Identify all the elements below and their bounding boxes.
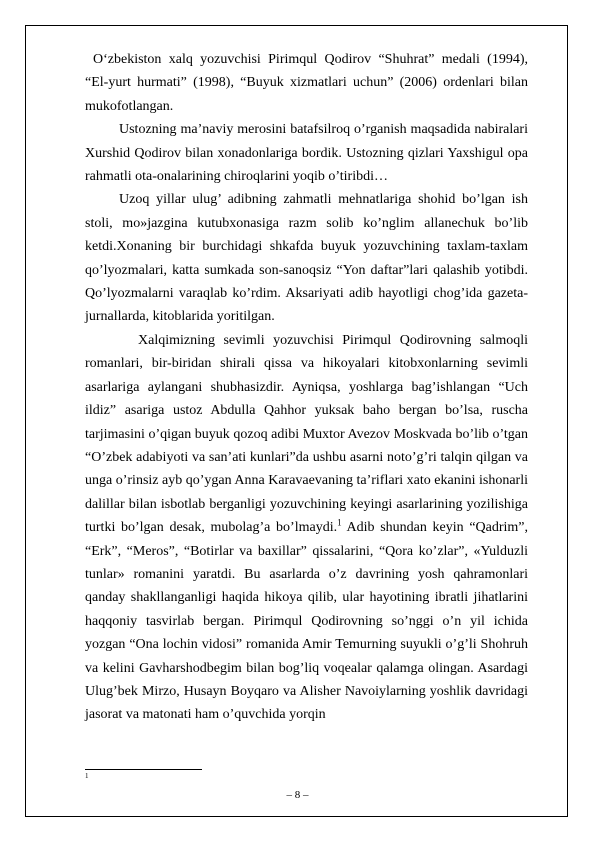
paragraph-novels [85,329,528,727]
footnote-separator [85,769,202,770]
page-number: – 8 – [286,789,309,801]
paragraph-study-room: Uzoq yillar ulug’ adibning zahmatli mehnatlariga shohid bo’lgan ish stoli, mo»jazgina kutubxonasiga razm solib ko’nglim allanechuk bo’lib ketdi.Xonaning bir burchidagi shkafda buyuk yozuvchining taxlam-taxlam qo’lyozmalari, katta sumkada son-sanoqsiz “Yon daftar”lari qalashib yotibdi. Qo’lyozmalarni varaqlab ko’rdim. Aksariyati adib hayotligi chog’ida gazeta-jurnallarda, kitoblarida yoritilgan. [85,192,528,325]
paragraph-awards: O‘zbekiston xalq yozuvchisi Pirimqul Qodirov “Shuhrat” medali (1994), “El-yurt hurmati” (1998), “Buyuk xizmatlari uchun” (2006) ordenlari bilan mukofotlangan. [85,52,528,114]
paragraph-visit: Ustozning ma’naviy merosini batafsilroq o’rganish maqsadida nabiralari Xurshid Qodirov bilan xonadonlariga bordik. Ustozning qizlari Yaxshigul opa rahmatli ota-onalarining chiroqlarini yoqib o’tiribdi… [85,122,528,185]
paragraph-novels-text-before: Xalqimizning sevimli yozuvchisi Pirimqul Qodirovning salmoqli romanlari, bir-biridan shirali qissa va hikoyalari kitobxonlarning sevimli asarlariga aylangani shubhasizdir. Ayniqsa, yoshlarga bag’ishlangan “Uch ildiz” asariga ustoz Abdulla Qahhor yuksak baho bergan bo’lsa, ruscha tarjimasini o’qigan buyuk qozoq adibi Muxtor Avezov Moskvada bo’lib o’tgan “O’zbek adabiyoti va san’ati kunlari”da ushbu asarni noto’g’ri talqin qilgan va unga o’rinsiz ayb qo’ygan Anna Karavaevaning ta’riflari xato ekanini ishonarli dalillar bilan isbotlab berganligi yozuvchining keyingi asarlarining yozilishiga turtki bo’lgan desak, mubolag’a bo’lmaydi. [85,332,528,536]
paragraph-novels-text-after: Adib shundan keyin “Qadrim”, “Erk”, “Meros”, “Botirlar va baxillar” qissalarini, “Qora ko’zlar”, «Yulduzli tunlar» romanini yaratdi. Bu asarlarda o’z davrining yosh qahramonlari qanday shakllanganligi haqida hikoya qilib, ular hayotining ibratli jihatlarini haqqoniy tasvirlab bergan. Pirimqul Qodirovning so’nggi o’n yil ichida yozgan “Ona lochin vidosi” romanida Amir Temurning suyukli o’g’li Shohruh va kelini Gavharshodbegim bilan bog’liq voqealar qalamga olingan. Asardagi Ulug’bek Mirzo, Husayn Boyqaro va Alisher Navoiylarning yoshlik davridagi jasorat va matonati ham o’quvchida yorqin [85,520,529,723]
footnote-reference: 1 [337,517,342,528]
footnote-number: 1 [85,772,89,780]
document-body [85,48,528,727]
